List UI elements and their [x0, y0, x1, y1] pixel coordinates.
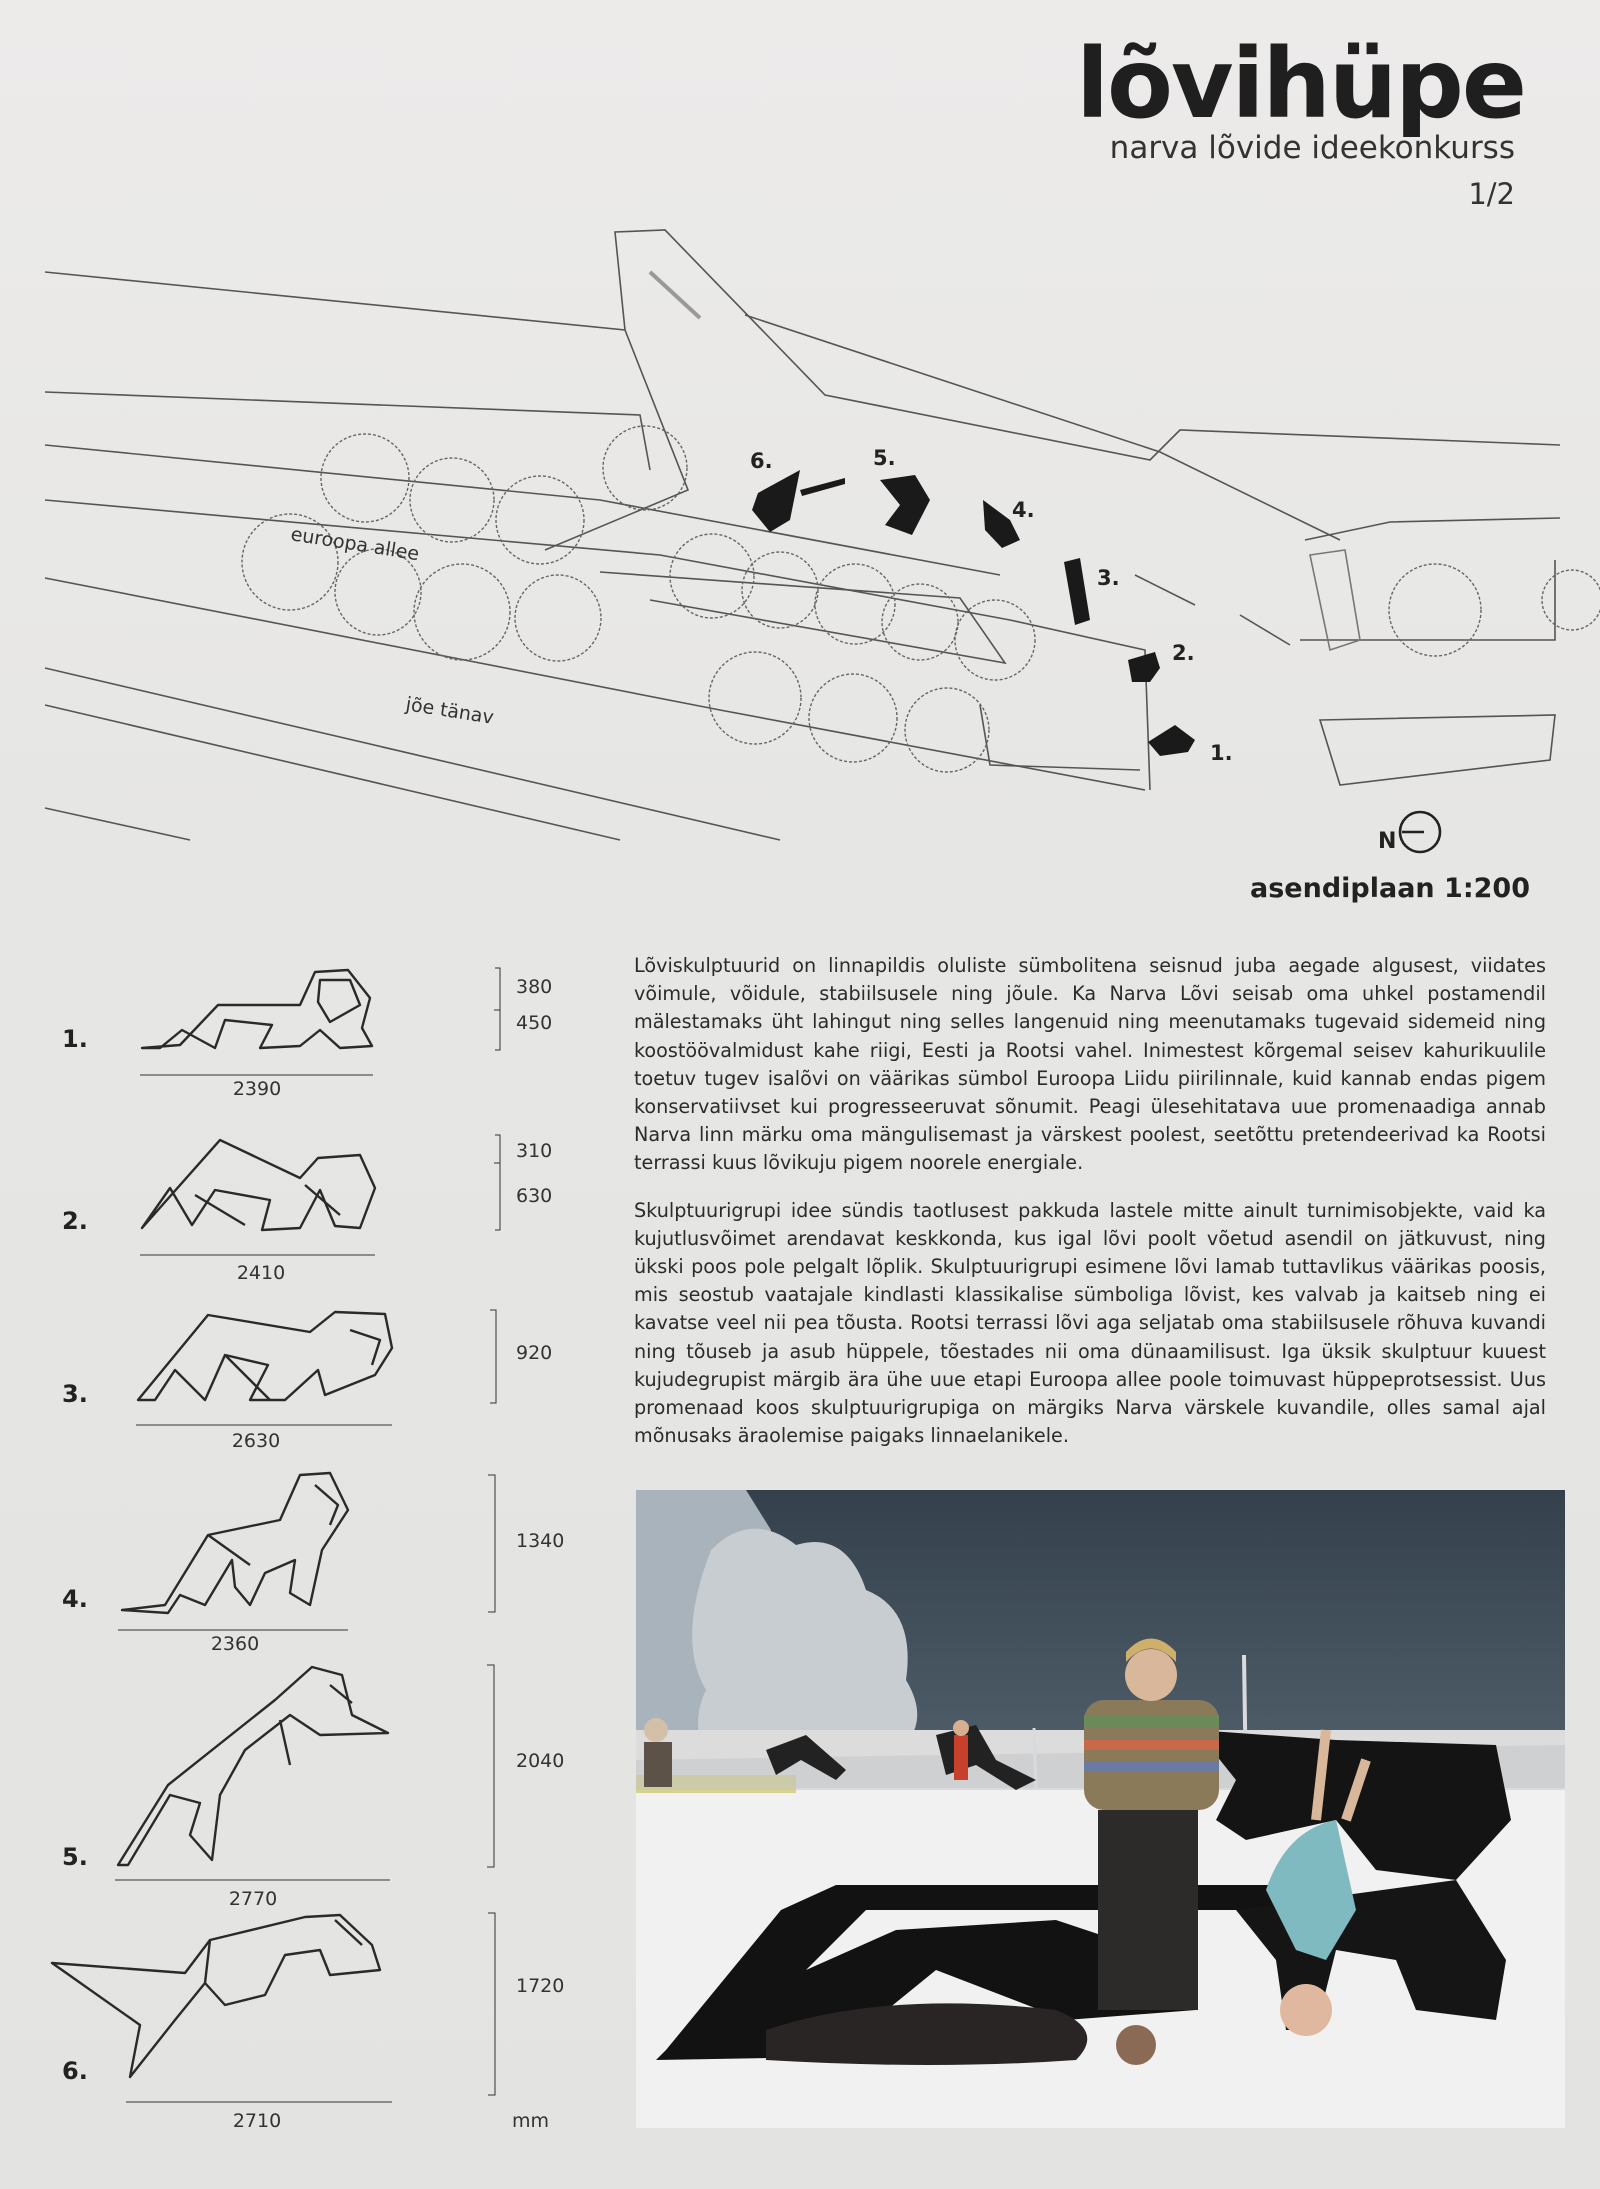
- description-paragraph: Lõviskulptuurid on linnapildis oluliste sümbolitena seisnud juba aegade algusest, viidates võimule, võidule, stabiilsusele ning jõule. Ka Narva Lõvi seisab oma uhkel postamendil mälestamaks üht lahingut ning selles langenuid ning meenutamaks tugevaid sidemeid ning koostöövalmidust kahe riigi, Eesti ja Rootsi vahel. Inimestest kõrgemal seisev kahurikuulile toetuv tugev isalõvi on väärikas sümbol Euroopa Liidu piirilinnale, kuid kannab endas pigem konservatiivset kui progresseeruvat sõnumit. Peagi ülesehitatava uue promenaadiga annab Narva linn märku oma mängulisemast ja värskest poolest, seetõttu pretendeerivad ka Rootsi terrassi kuus lõvikuju pigem noorele energiale.: [634, 954, 1546, 1175]
- lion-marker: 4.: [1012, 498, 1035, 522]
- sculpture-number: 2.: [62, 1207, 88, 1235]
- lion-sculpture-4-drawing: [0, 1465, 620, 1655]
- sculpture-row: [0, 950, 620, 1120]
- lion-sculpture-6-drawing: [0, 1895, 620, 2125]
- lion-sculpture-5-drawing: [0, 1655, 620, 1895]
- sculpture-width: 2390: [232, 1078, 282, 1100]
- sculpture-height: 630: [516, 1185, 553, 1207]
- sculpture-row: [0, 1465, 620, 1655]
- sculpture-number: 4.: [62, 1585, 88, 1613]
- sculpture-height: 380: [516, 976, 553, 998]
- sculpture-number: 3.: [62, 1380, 88, 1408]
- lion-marker: 2.: [1172, 641, 1195, 665]
- page-subtitle: narva lõvide ideekonkurss: [1109, 130, 1515, 166]
- lion-marker: 5.: [873, 446, 896, 470]
- sculpture-height: 1720: [516, 1975, 565, 1997]
- page-title: lõvihüpe: [1076, 28, 1525, 140]
- sculpture-number: 5.: [62, 1843, 88, 1871]
- description-paragraph: Skulptuurigrupi idee sündis taotlusest pakkuda lastele mitte ainult turnimisobjekte, vaid ka kujutlusvõimet arendavat keskkonda, kus igal lõvi poolt võetud asendil on jätkuvust, ning ükski poos pole pelgalt lõplik. Skulptuurigrupi esimene lõvi lamab tuttavlikus väärikas poosis, mis seostub vaatajale kindlasti klassikalise sümboliga lõvist, kes valvab ja kaitseb ning ei kavatse veel nii pea tõusta. Rootsi terrassi lõvi aga seljatab oma stabiilsusele rõhuva kuvandi ning tõuseb ja asub hüppele, tõestades nii oma dünaamilisust. Iga üksik skulptuur kuuest kujudegrupist märgib ära ühe uue etapi Euroopa allee poole toimuvast hüppeprotsessist. Uus promenaad koos skulptuurigrupiga on märgiks Narva värskele kuvandile, olles samal ajal mõnusaks äraolemise paigaks linnaelanikele.: [634, 1198, 1546, 1448]
- sculpture-height: 310: [516, 1140, 553, 1162]
- unit-label: mm: [512, 2110, 550, 2132]
- sculpture-number: 1.: [62, 1025, 88, 1053]
- street-label: euroopa allee: [289, 523, 421, 566]
- site-plan-caption: asendiplaan 1:200: [1250, 873, 1530, 904]
- sculpture-row: [0, 1655, 620, 1910]
- lion-marker: 6.: [750, 449, 773, 473]
- sculpture-height: 920: [516, 1342, 553, 1364]
- north-label: N: [1378, 829, 1397, 854]
- lion-marker: 1.: [1210, 741, 1233, 765]
- sculpture-row: [0, 1130, 620, 1300]
- sculpture-width: 2360: [210, 1633, 260, 1655]
- sculpture-height: 2040: [516, 1750, 565, 1772]
- lion-marker: 3.: [1097, 566, 1120, 590]
- promenade-render-image: [636, 1490, 1565, 2128]
- north-arrow-icon: [1376, 808, 1446, 858]
- site-plan: [0, 220, 1600, 860]
- sculpture-width: 2410: [236, 1262, 286, 1284]
- description: [634, 952, 1546, 1469]
- street-label: jõe tänav: [404, 693, 496, 729]
- page-number: 1/2: [1468, 177, 1515, 211]
- sculpture-number: 6.: [62, 2057, 88, 2085]
- sculpture-width: 2770: [228, 1888, 278, 1910]
- sculpture-row: [0, 1895, 620, 2135]
- sculpture-height: 1340: [516, 1530, 565, 1552]
- sculpture-height: 450: [516, 1012, 553, 1034]
- sculpture-width: 2710: [232, 2110, 282, 2132]
- sculpture-width: 2630: [231, 1430, 281, 1452]
- sculpture-row: [0, 1300, 620, 1470]
